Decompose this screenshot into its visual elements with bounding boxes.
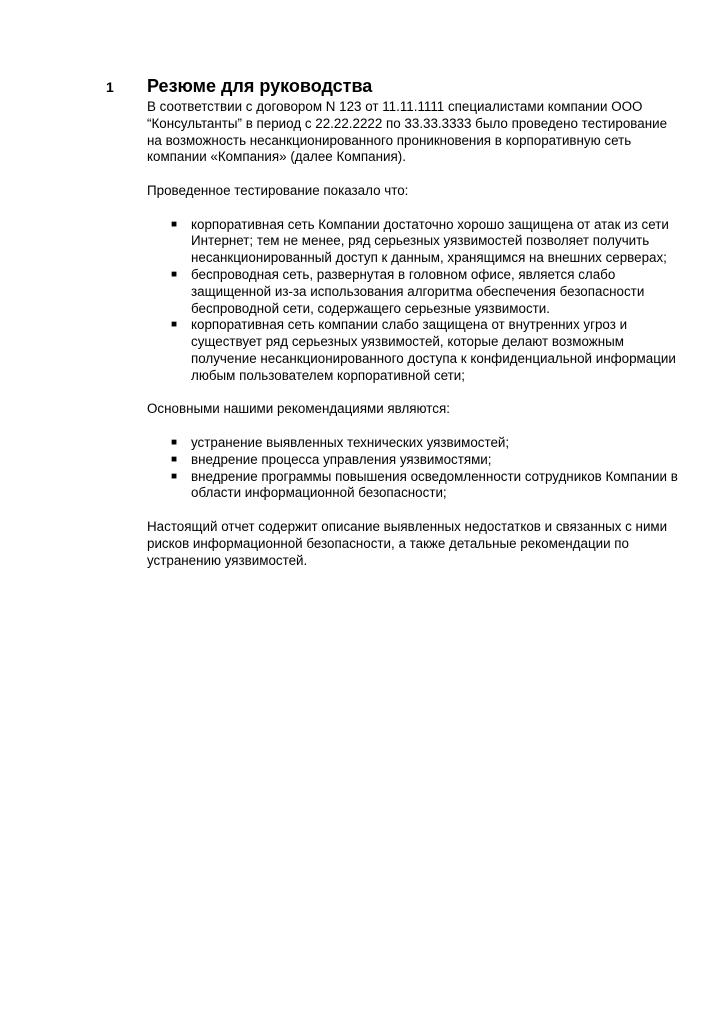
- findings-item: [147, 217, 682, 267]
- findings-item-text: корпоративная сеть Компании достаточно хорошо защищена от атак из сети Интернет; тем не менее, ряд серьезных уязвимостей позволяет получить несанкционированный доступ к данным, хранящимся на внешних серверах;: [191, 216, 669, 266]
- recommendation-item: [147, 469, 682, 503]
- square-bullet-icon: ■: [171, 218, 178, 230]
- square-bullet-icon: ■: [171, 319, 178, 331]
- section-body: [147, 99, 682, 586]
- findings-list: [147, 217, 682, 385]
- recommendation-item-text: внедрение процесса управления уязвимостями;: [191, 451, 492, 467]
- section-title: Резюме для руководства: [147, 76, 373, 96]
- square-bullet-icon: ■: [171, 268, 178, 280]
- square-bullet-icon: ■: [171, 470, 178, 482]
- findings-lead: Проведенное тестирование показало что:: [147, 182, 409, 198]
- recommendations-list: [147, 435, 682, 502]
- findings-item: [147, 317, 682, 384]
- conclusion-paragraph: Настоящий отчет содержит описание выявленных недостатков и связанных с ними рисков информационной безопасности, а также детальные рекомендации по устранению уязвимостей.: [147, 518, 668, 568]
- recommendation-item: [147, 452, 682, 469]
- findings-item-text: беспроводная сеть, развернутая в головном офисе, является слабо защищенной из-за использования алгоритма обеспечения безопасности беспроводной сети, содержащего серьезные уязвимости.: [191, 266, 645, 316]
- intro-paragraph: В соответствии с договором N 123 от 11.11.1111 специалистами компании ООО “Консультанты” в период с 22.22.2222 по 33.33.3333 было проведено тестирование на возможность несанкционированного проникновения в корпоративную сеть компании «Компания» (далее Компания).: [147, 99, 668, 165]
- findings-item: [147, 267, 682, 317]
- recommendation-item: [147, 435, 682, 452]
- square-bullet-icon: ■: [171, 453, 178, 465]
- findings-item-text: корпоративная сеть компании слабо защищена от внутренних угроз и существует ряд серьезных уязвимостей, которые делают возможным получение несанкционированного доступа к конфиденциальной информации любым пользователем корпоративной сети;: [191, 317, 676, 383]
- section-number: 1: [106, 79, 114, 95]
- square-bullet-icon: ■: [171, 436, 178, 448]
- recommendation-item-text: устранение выявленных технических уязвимостей;: [191, 434, 510, 450]
- recommendation-item-text: внедрение программы повышения осведомленности сотрудников Компании в области информационной безопасности;: [191, 468, 678, 501]
- recommendations-lead: Основными нашими рекомендациями являются:: [147, 401, 450, 417]
